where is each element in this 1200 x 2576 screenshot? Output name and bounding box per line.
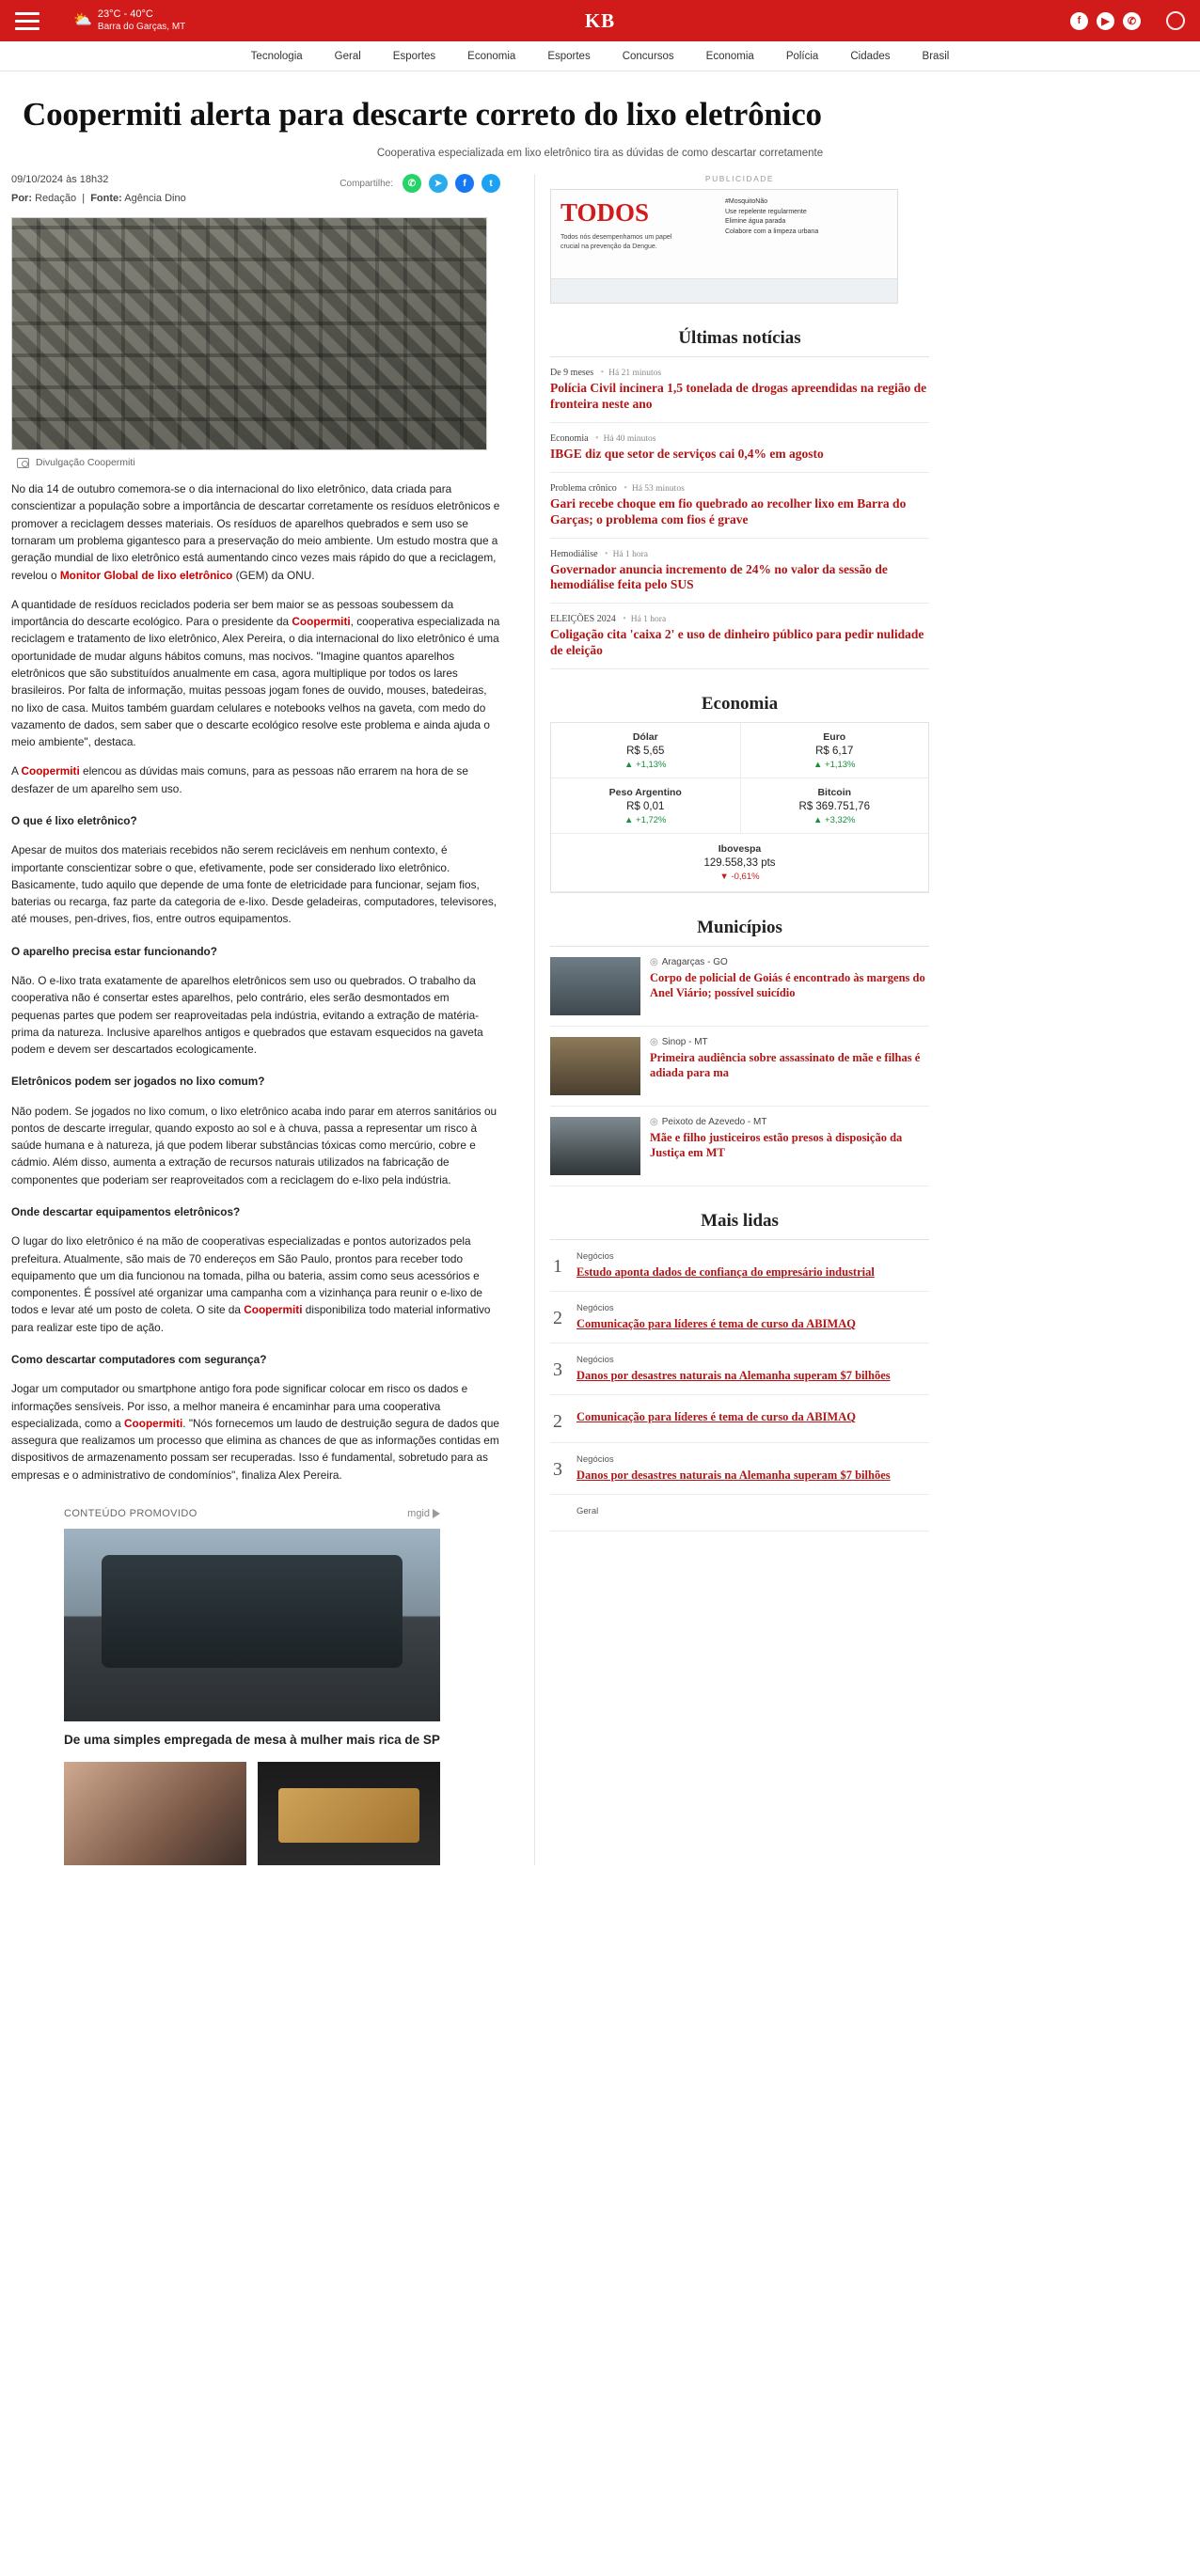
promoted-label: CONTEÚDO PROMOVIDO [64,1507,197,1519]
municipio-location-text: Sinop - MT [661,1037,708,1048]
economy-change: ▲ +1,13% [624,760,667,771]
search-icon[interactable] [1166,11,1185,30]
facebook-share-icon[interactable]: f [455,174,474,193]
news-title[interactable]: Gari recebe choque em fio quebrado ao recolher lixo em Barra do Garças; o problema com fios é grave [550,495,907,526]
economy-name: Ibovespa [718,843,762,856]
byline-author: Redação [35,193,77,205]
municipio-title[interactable]: Mãe e filho justiceiros estão presos à disposição da Justiça em MT [650,1131,903,1160]
location-pin-icon: ◎ [650,957,658,968]
rank-number: 2 [553,1308,562,1329]
sidebar-ad[interactable] [550,189,898,304]
mais-lidas-kicker: Negócios [576,1303,614,1314]
ad-bullet-2: Elimine água parada [725,218,786,226]
news-title[interactable]: Governador anuncia incremento de 24% no valor da sessão de hemodiálise feita pelo SUS [550,561,888,592]
table-row [551,778,928,834]
news-kicker-text: Economia [550,432,589,444]
ad-tagline: #MosquitoNão [725,198,768,206]
list-item[interactable] [550,1240,929,1292]
page-layout [0,159,1200,1865]
ad-bullet-3: Colabore com a limpeza urbana [725,228,819,235]
municipio-location [650,1037,929,1047]
ad-subtext: Todos nós desempenhamos um papel crucial na prevenção da Dengue. [561,234,672,250]
article-column [11,174,500,1865]
nav-item-esportes-2[interactable]: Esportes [547,50,591,62]
economy-value: R$ 369.751,76 [798,801,870,813]
economy-change: ▼ -0,61% [719,872,760,883]
weather-city: Barra do Garças, MT [97,21,186,32]
telegram-share-icon[interactable]: ➤ [429,174,448,193]
mgid-text: mgid [407,1507,430,1519]
news-kicker-text: De 9 meses [550,368,594,379]
image-credit [11,450,500,468]
headline-area [0,71,1200,159]
economy-name: Bitcoin [817,787,852,799]
ad-bullets [725,197,890,237]
news-kicker-text: ELEIÇÕES 2024 [550,614,616,625]
list-item[interactable] [550,1495,929,1531]
economy-title: Economia [701,694,779,715]
answer-5: Jogar um computador ou smartphone antigo fora pode significar colocar em risco os dados e informações sensíveis. Por isso, a melhor maneira é encaminhar para uma cooperativa especializada, como a Coopermiti. "Nós fornecemos um laudo de destruição segura de dados que assegura que realizamos um processo que elimina as chances de que as informações contidas em dispositivos de armazenamento possam ser recuperadas. Isso é fundamental, sobretudo para as empresas e o administrativo de condomínios", finaliza Alex Pereira. [11,1382,499,1482]
answer-3: Não podem. Se jogados no lixo comum, o lixo eletrônico acaba indo parar em aterros sanitários ou pontos de descarte irregular, quando exposto ao sol e à chuva, passa a representar um risco à saúde humana e à natureza, já que podem liberar substâncias tóxicas como mercúrio, cobre e cádmio. Além disso, aumenta a extração de recursos naturais utilizados na fabricação de componentes que poderiam ser reaproveitados com a reciclagem do e-lixo pela indústria. [11,1104,497,1186]
mais-lidas-title-link[interactable]: Comunicação para líderes é tema de curso da ABIMAQ [576,1410,856,1424]
promoted-thumbnails [64,1762,500,1865]
nav-item-concursos[interactable]: Concursos [622,50,674,62]
paragraph-3: A Coopermiti elencou as dúvidas mais comuns, para as pessoas não errarem na hora de se desfazer de um aparelho sem uso. [11,764,468,795]
mais-lidas-title-link[interactable]: Danos por desastres naturais na Alemanha superam $7 bilhões [576,1469,891,1483]
article-body [11,480,500,1484]
main-nav [0,41,1200,71]
economy-cell-euro[interactable] [740,723,929,778]
ad-label: PUBLICIDADE [704,174,775,184]
question-3: Eletrônicos podem ser jogados no lixo comum? [11,1075,265,1089]
page-title: Coopermiti alerta para descarte correto do lixo eletrônico [23,96,822,133]
rank-number [550,1506,565,1512]
ad-footer-strip [551,278,897,303]
news-kicker: De 9 meses • Há 21 minutos [550,368,662,379]
mais-lidas-title-link[interactable]: Danos por desastres naturais na Alemanha superam $7 bilhões [576,1369,891,1383]
municipio-location-text: Aragarças - GO [661,957,728,968]
economy-value: R$ 6,17 [815,746,854,758]
article-date: 09/10/2024 às 18h32 [11,174,109,186]
question-4: Onde descartar equipamentos eletrônicos? [11,1205,241,1219]
economy-cell-bitcoin[interactable] [740,778,929,834]
list-item[interactable] [550,1343,929,1395]
news-kicker-text: Problema crônico [550,482,617,494]
location-pin-icon: ◎ [650,1117,658,1128]
latest-news-title: Últimas notícias [678,328,801,349]
economy-cell-dolar[interactable] [551,723,740,778]
nav-item-cidades[interactable]: Cidades [850,50,891,62]
municipios-title: Municípios [697,918,782,938]
sidebar [534,174,929,1865]
camera-icon [17,458,29,468]
municipio-thumbnail [550,1117,640,1175]
promoted-content [11,1508,500,1865]
municipio-location-text: Peixoto de Azevedo - MT [661,1117,767,1128]
nav-item-geral[interactable]: Geral [334,50,361,62]
promoted-thumb-1[interactable] [64,1762,246,1865]
nav-item-economia[interactable]: Economia [467,50,516,62]
source-name: Agência Dino [124,193,186,205]
nav-item-brasil[interactable]: Brasil [922,50,950,62]
promoted-header [64,1508,440,1519]
table-row [551,834,928,892]
question-2: O aparelho precisa estar funcionando? [11,944,217,958]
question-1: O que é lixo eletrônico? [11,813,137,827]
source-label: Fonte: [90,193,122,205]
youtube-icon[interactable]: ▶ [1097,12,1114,30]
municipio-thumbnail [550,957,640,1015]
mais-lidas-kicker: Negócios [576,1251,614,1263]
rank-number: 1 [553,1256,562,1278]
economy-cell-ibovespa[interactable] [551,834,928,892]
news-title[interactable]: Polícia Civil incinera 1,5 tonelada de drogas apreendidas na região de fronteira neste ano [550,381,927,412]
byline-label: Por: [11,193,32,205]
mgid-logo[interactable] [407,1508,440,1519]
promoted-image[interactable] [64,1529,440,1721]
promoted-caption[interactable]: De uma simples empregada de mesa à mulher mais rica de SP [64,1732,440,1747]
mais-lidas-kicker: Geral [576,1506,599,1517]
list-item[interactable] [550,357,929,423]
economy-name: Dólar [632,731,658,744]
ad-title: TODOS [561,198,650,228]
whatsapp-share-icon[interactable]: ✆ [403,174,421,193]
article-lead-image [11,217,487,450]
mais-lidas-kicker: Negócios [576,1454,614,1466]
article-subheadline: Cooperativa especializada em lixo eletrônico tira as dúvidas de como descartar corretamente [376,148,824,160]
municipio-thumbnail [550,1037,640,1095]
table-row [551,723,928,778]
list-item[interactable] [550,1027,929,1107]
news-title[interactable]: IBGE diz que setor de serviços cai 0,4% em agosto [550,446,824,461]
paragraph-1: No dia 14 de outubro comemora-se o dia internacional do lixo eletrônico, data criada para conscientizar a população sobre a importância de descartar corretamente os resíduos eletrônicos e promover a reciclagem desses materiais. Os resíduos de aparelhos quebrados e sem uso se tornaram um problema gigantesco para a preservação do meio ambiente. Um estudo mostra que a geração mundial de lixo eletrônico está aumentando cinco vezes mais rápido do que a reciclagem, revelou o Monitor Global de lixo eletrônico (GEM) da ONU. [11,482,500,582]
answer-4: O lugar do lixo eletrônico é na mão de cooperativas especializadas e pontos autorizados pela prefeitura. Atualmente, são mais de 70 endereços em São Paulo, prontos para receber todo equipamento que um dia funcionou na tomada, pilha ou bateria, assim como seus acessórios e componentes. É possível até organizar uma campanha com a vizinhança para reunir o e-lixo de todos e levar até um posto de coleta. O site da Coopermiti disponibiliza todo material informativo para realizar este tipo de ação. [11,1234,491,1334]
news-kicker: Hemodiálise • Há 1 hora [550,548,649,559]
list-item[interactable] [550,1292,929,1343]
twitter-share-icon[interactable]: t [482,174,500,193]
article-meta [11,174,500,204]
economy-change: ▲ +3,32% [813,815,856,826]
news-time: Há 40 minutos [603,433,656,444]
economy-value: 129.558,33 pts [703,857,776,870]
news-time: Há 1 hora [612,549,649,559]
nav-item-esportes[interactable]: Esportes [392,50,436,62]
economy-value: R$ 0,01 [626,801,665,813]
news-kicker: Problema crônico • Há 53 minutos [550,482,685,494]
list-item[interactable] [550,604,929,669]
rank-number: 3 [553,1459,562,1481]
image-credit-text: Divulgação Coopermiti [36,457,135,469]
economy-name: Euro [823,731,846,744]
mais-lidas-title-link[interactable]: Estudo aponta dados de confiança do empresário industrial [576,1265,875,1280]
answer-1: Apesar de muitos dos materiais recebidos não serem recicláveis em nenhum contexto, é importante conscientizar sobre o que, efetivamente, pode ser considerado lixo eletrônico. Basicamente, tudo aquilo que depende de uma fonte de eletricidade para funcionar, sejam fios, baterias ou recarga, faz parte da categoria de e-lixo. Desde geladeiras, computadores, televisores, até mouses, pen-drives, fios, entre outros equipamentos. [11,843,497,926]
partly-cloudy-icon: ⛅ [73,12,92,28]
ad-bullet-1: Use repelente regularmente [725,208,807,215]
whatsapp-icon[interactable]: ✆ [1123,12,1141,30]
news-time: Há 53 minutos [631,483,685,494]
rank-number: 3 [553,1359,562,1381]
mais-lidas-title-link[interactable]: Comunicação para líderes é tema de curso da ABIMAQ [576,1317,856,1331]
nav-item-policia[interactable]: Polícia [785,50,819,62]
weather-temps: 23°C - 40°C [97,8,153,20]
top-bar [0,0,1200,41]
economy-change: ▲ +1,72% [624,815,667,826]
news-time: Há 21 minutos [608,369,662,379]
list-item[interactable] [550,947,929,1027]
economy-name: Peso Argentino [608,787,682,799]
economy-table [550,722,929,893]
list-item[interactable] [550,473,929,539]
hamburger-icon[interactable] [15,12,39,30]
economy-change: ▲ +1,13% [813,760,856,771]
nav-item-tecnologia[interactable]: Tecnologia [250,50,303,62]
economy-value: R$ 5,65 [626,746,665,758]
question-5: Como descartar computadores com segurança? [11,1353,267,1366]
site-logo[interactable]: KB [584,8,616,32]
municipio-location [650,1117,929,1127]
list-item[interactable] [550,539,929,605]
play-icon [433,1509,440,1518]
mais-lidas-kicker: Negócios [576,1355,614,1366]
rank-number: 2 [553,1411,562,1433]
news-kicker-text: Hemodiálise [550,548,598,559]
news-time: Há 1 hora [630,615,667,625]
article-byline: Por: Redação | Fonte: Agência Dino [11,193,186,205]
answer-2: Não. O e-lixo trata exatamente de aparelhos eletrônicos sem uso ou quebrados. O trabalho da cooperativa não é consertar estes aparelhos, pelo contrário, eles serão desmontados em pequenas partes que podem ser reaproveitadas pela indústria, evitando a extração de matéria-prima da natureza. Inclusive aparelhos antigos e quebrados que estavam esquecidos na gaveta podem e devem ser descartados ecologicamente. [11,973,483,1057]
mais-lidas-title: Mais lidas [701,1211,779,1232]
share-bar [339,174,500,193]
economy-cell-peso[interactable] [551,778,740,834]
municipio-title[interactable]: Corpo de policial de Goiás é encontrado às margens do Anel Viário; possível suicídio [650,971,925,1000]
list-item[interactable] [550,1107,929,1186]
facebook-icon[interactable]: f [1070,12,1088,30]
list-item[interactable] [550,1395,929,1443]
location-pin-icon: ◎ [650,1037,658,1048]
share-label: Compartilhe: [339,178,393,189]
municipio-location [650,957,929,967]
news-title[interactable]: Coligação cita 'caixa 2' e uso de dinheiro público para pedir nulidade de eleição [550,627,924,658]
news-kicker: Economia • Há 40 minutos [550,432,656,444]
list-item[interactable] [550,423,929,473]
municipio-title[interactable]: Primeira audiência sobre assassinato de mãe e filhas é adiada para ma [650,1051,921,1080]
nav-item-economia-2[interactable]: Economia [705,50,754,62]
weather-widget[interactable] [73,8,185,33]
social-links [1070,11,1185,30]
list-item[interactable] [550,1443,929,1495]
promoted-thumb-2[interactable] [258,1762,440,1865]
news-kicker: ELEIÇÕES 2024 • Há 1 hora [550,614,667,625]
paragraph-2: A quantidade de resíduos reciclados poderia ser bem maior se as pessoas soubessem da importância do descarte ecológico. Para o presidente da Coopermiti, cooperativa especializada na reciclagem e tratamento de lixo eletrônico, Alex Pereira, o dia internacional do lixo eletrônico é uma oportunidade de mudar alguns hábitos comuns, mas nocivos. "Imagine quantos aparelhos eletrônicos que são substituídos anualmente em casa, agora multiplique por todos os lares brasileiros. Por falta de informação, muitas pessoas jogam fones de ouvido, mouses, batedeiras, no lixo de casa. Muitos também guardam celulares e notebooks velhos na gaveta, com medo do vazamento de dados, sem saber que o descarte ecológico resolve este problema e ainda ajuda o meio ambiente", destaca. [11,597,500,749]
